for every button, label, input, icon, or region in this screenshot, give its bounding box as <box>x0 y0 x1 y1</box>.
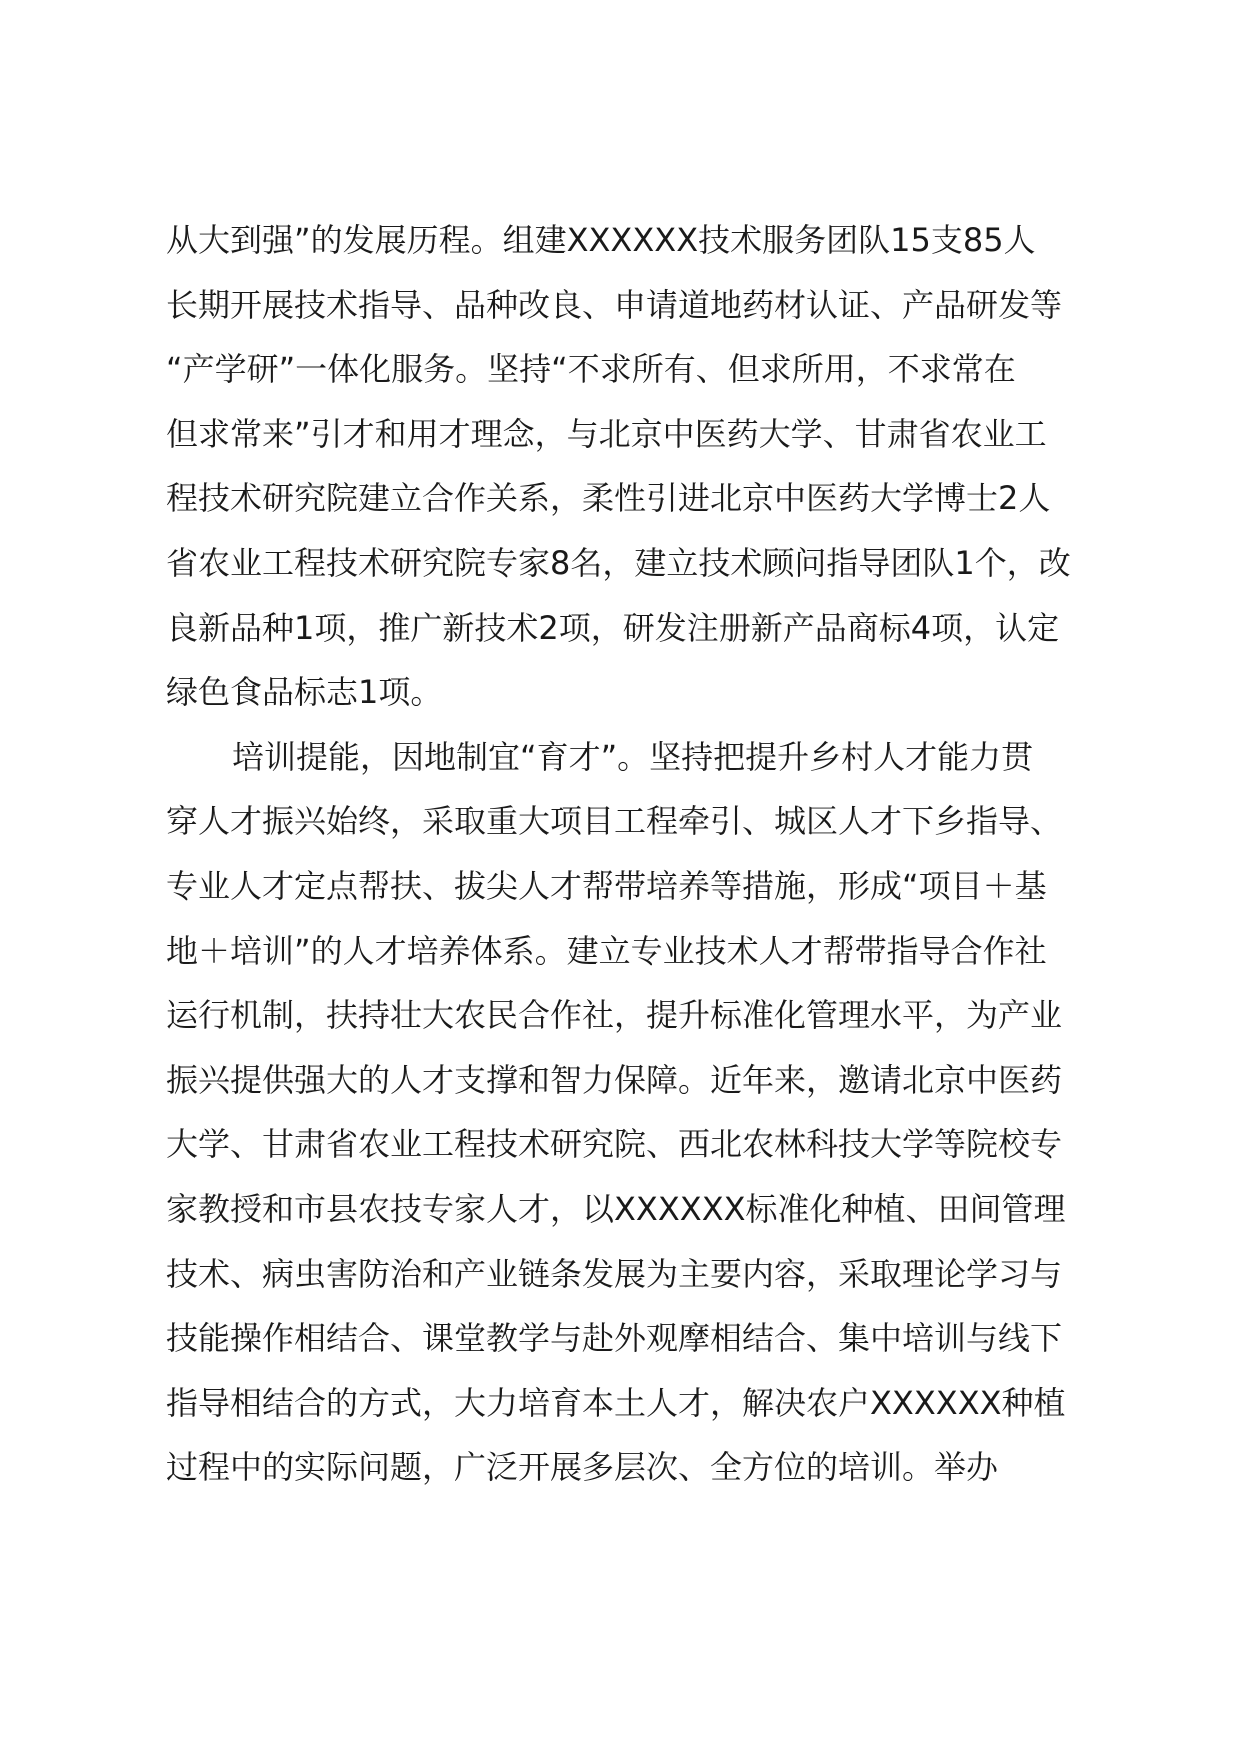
body-text <box>166 208 1106 1500</box>
text-line: 地＋培训”的人才培养体系。建立专业技术人才帮带指导合作社 <box>166 931 1047 970</box>
text-line: 良新品种1项，推广新技术2项，研发注册新产品商标4项，认定 <box>166 608 1060 647</box>
text-line: 过程中的实际问题，广泛开展多层次、全方位的培训。举办 <box>166 1448 999 1487</box>
text-line: 家教授和市县农技专家人才，以XXXXXX标准化种植、田间管理 <box>166 1189 1066 1228</box>
text-line: 技术、病虫害防治和产业链条发展为主要内容，采取理论学习与 <box>166 1254 1063 1293</box>
text-line: 专业人才定点帮扶、拔尖人才帮带培养等措施，形成“项目＋基 <box>166 866 1047 905</box>
text-line: 运行机制，扶持壮大农民合作社，提升标准化管理水平，为产业 <box>166 996 1063 1035</box>
text-line: 但求常来”引才和用才理念，与北京中医药大学、甘肃省农业工 <box>166 414 1047 453</box>
text-line: 振兴提供强大的人才支撑和智力保障。近年来，邀请北京中医药 <box>166 1060 1063 1099</box>
paragraph-first-line: 培训提能，因地制宜“育才”。坚持把提升乡村人才能力贯 <box>232 737 1034 776</box>
text-line: 省农业工程技术研究院专家8名，建立技术顾问指导团队1个，改 <box>166 543 1071 582</box>
text-line: 技能操作相结合、课堂教学与赴外观摩相结合、集中培训与线下 <box>166 1319 1063 1358</box>
text-line: 程技术研究院建立合作关系，柔性引进北京中医药大学博士2人 <box>166 479 1051 518</box>
text-line: 大学、甘肃省农业工程技术研究院、西北农林科技大学等院校专 <box>166 1125 1063 1164</box>
text-line: “产学研”一体化服务。坚持“不求所有、但求所用，不求常在 <box>166 350 1016 389</box>
text-line: 从大到强”的发展历程。组建XXXXXX技术服务团队15支85人 <box>166 221 1036 259</box>
text-line: 长期开展技术指导、品种改良、申请道地药材认证、产品研发等 <box>166 285 1063 324</box>
text-line: 穿人才振兴始终，采取重大项目工程牵引、城区人才下乡指导、 <box>166 802 1063 841</box>
text-line: 指导相结合的方式，大力培育本土人才，解决农户XXXXXX种植 <box>166 1383 1066 1422</box>
text-line: 绿色食品标志1项。 <box>166 673 443 712</box>
